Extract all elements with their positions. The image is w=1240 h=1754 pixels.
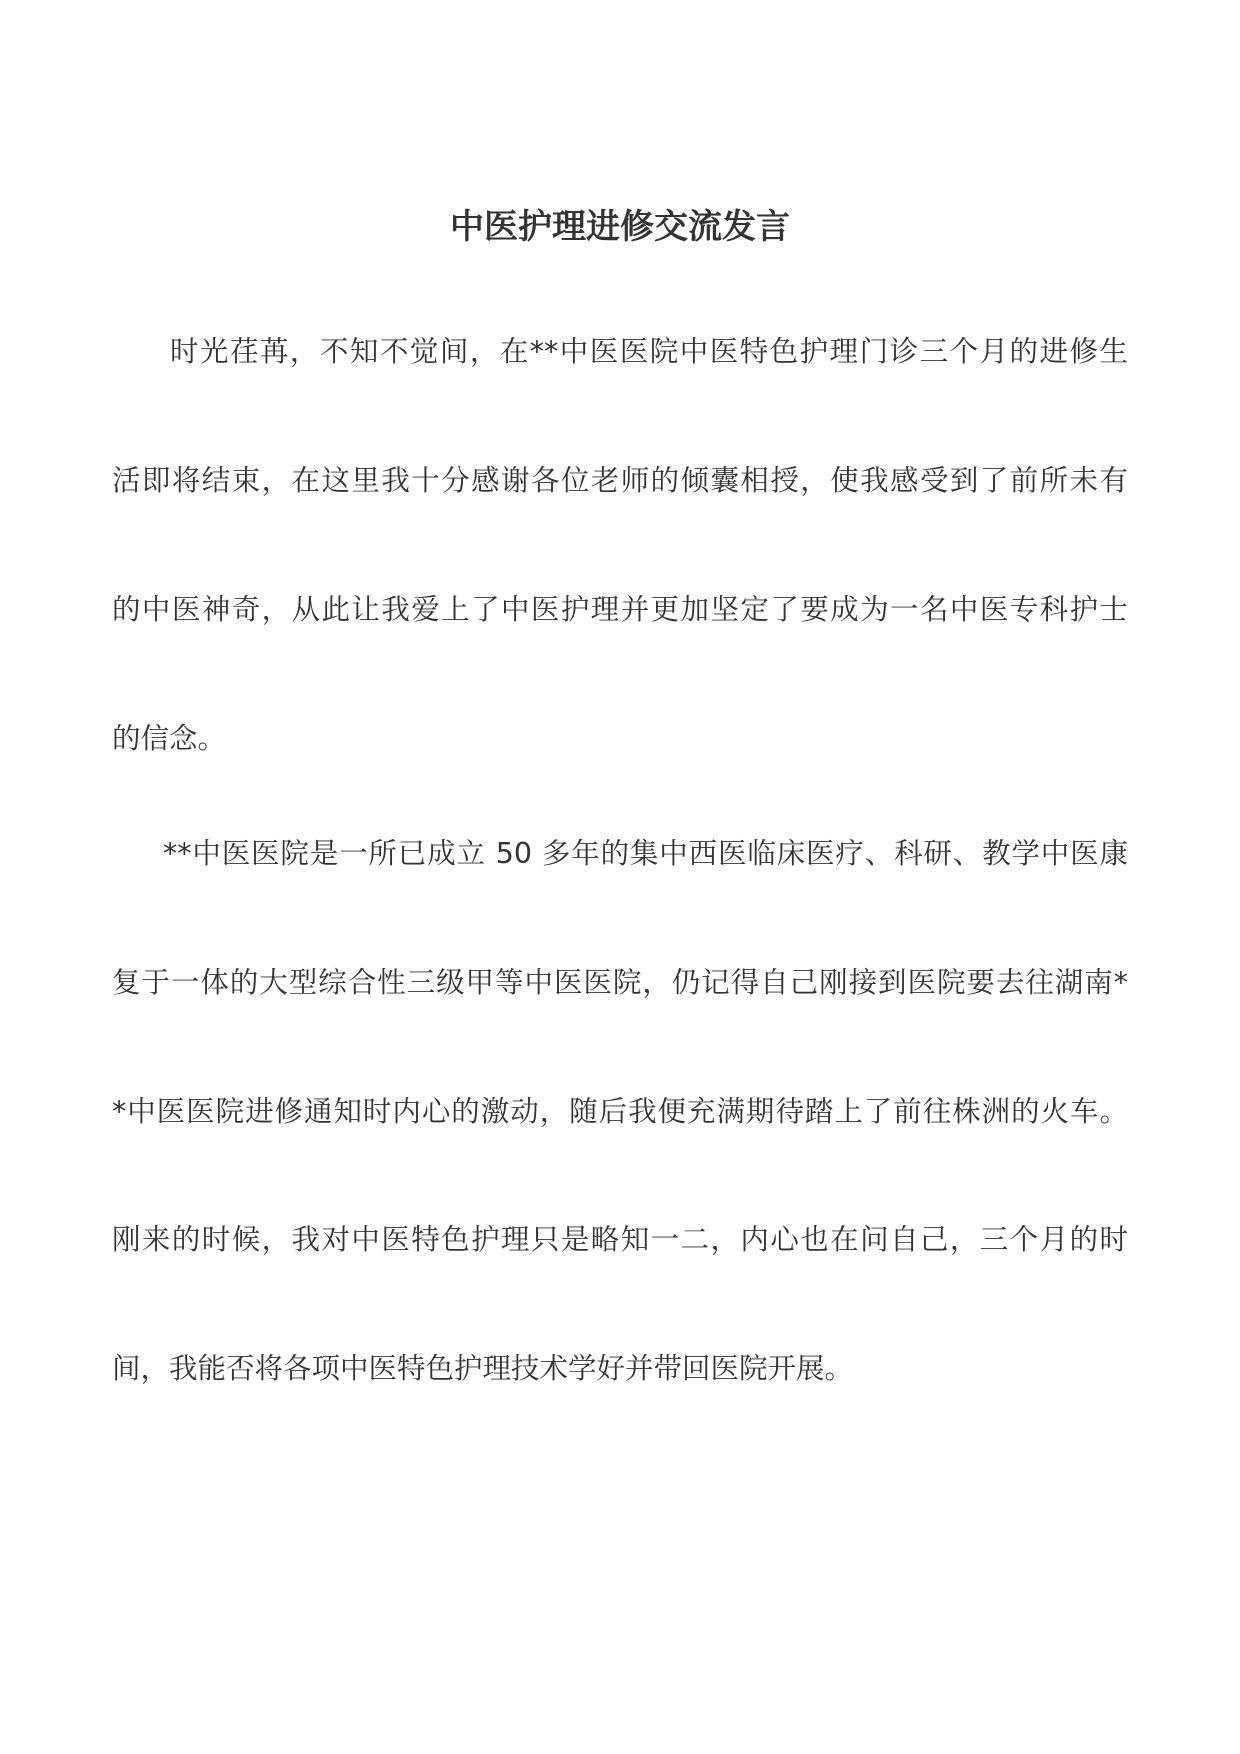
paragraph-2-line-1: **中医医院是一所已成立 50 多年的集中西医临床医疗、科研、教学中医康 <box>163 837 1128 870</box>
document-title: 中医护理进修交流发言 <box>450 207 790 247</box>
paragraph-1-line-3: 的中医神奇，从此让我爱上了中医护理并更加坚定了要成为一名中医专科护士 <box>112 593 1128 626</box>
paragraph-2-line-4: 刚来的时候，我对中医特色护理只是略知一二，内心也在问自己，三个月的时 <box>112 1223 1128 1256</box>
paragraph-1-line-4: 的信念。 <box>112 722 227 755</box>
paragraph-1-line-2: 活即将结束，在这里我十分感谢各位老师的倾囊相授，使我感受到了前所未有 <box>112 464 1128 497</box>
paragraph-2-line-2: 复于一体的大型综合性三级甲等中医医院，仍记得自己刚接到医院要去往湖南* <box>112 966 1128 999</box>
paragraph-2-line-5: 间，我能否将各项中医特色护理技术学好并带回医院开展。 <box>112 1352 854 1385</box>
paragraph-1-line-1: 时光荏苒，不知不觉间，在**中医医院中医特色护理门诊三个月的进修生 <box>170 335 1128 368</box>
paragraph-2-line-3: *中医医院进修通知时内心的激动，随后我便充满期待踏上了前往株洲的火车。 <box>112 1095 1128 1128</box>
